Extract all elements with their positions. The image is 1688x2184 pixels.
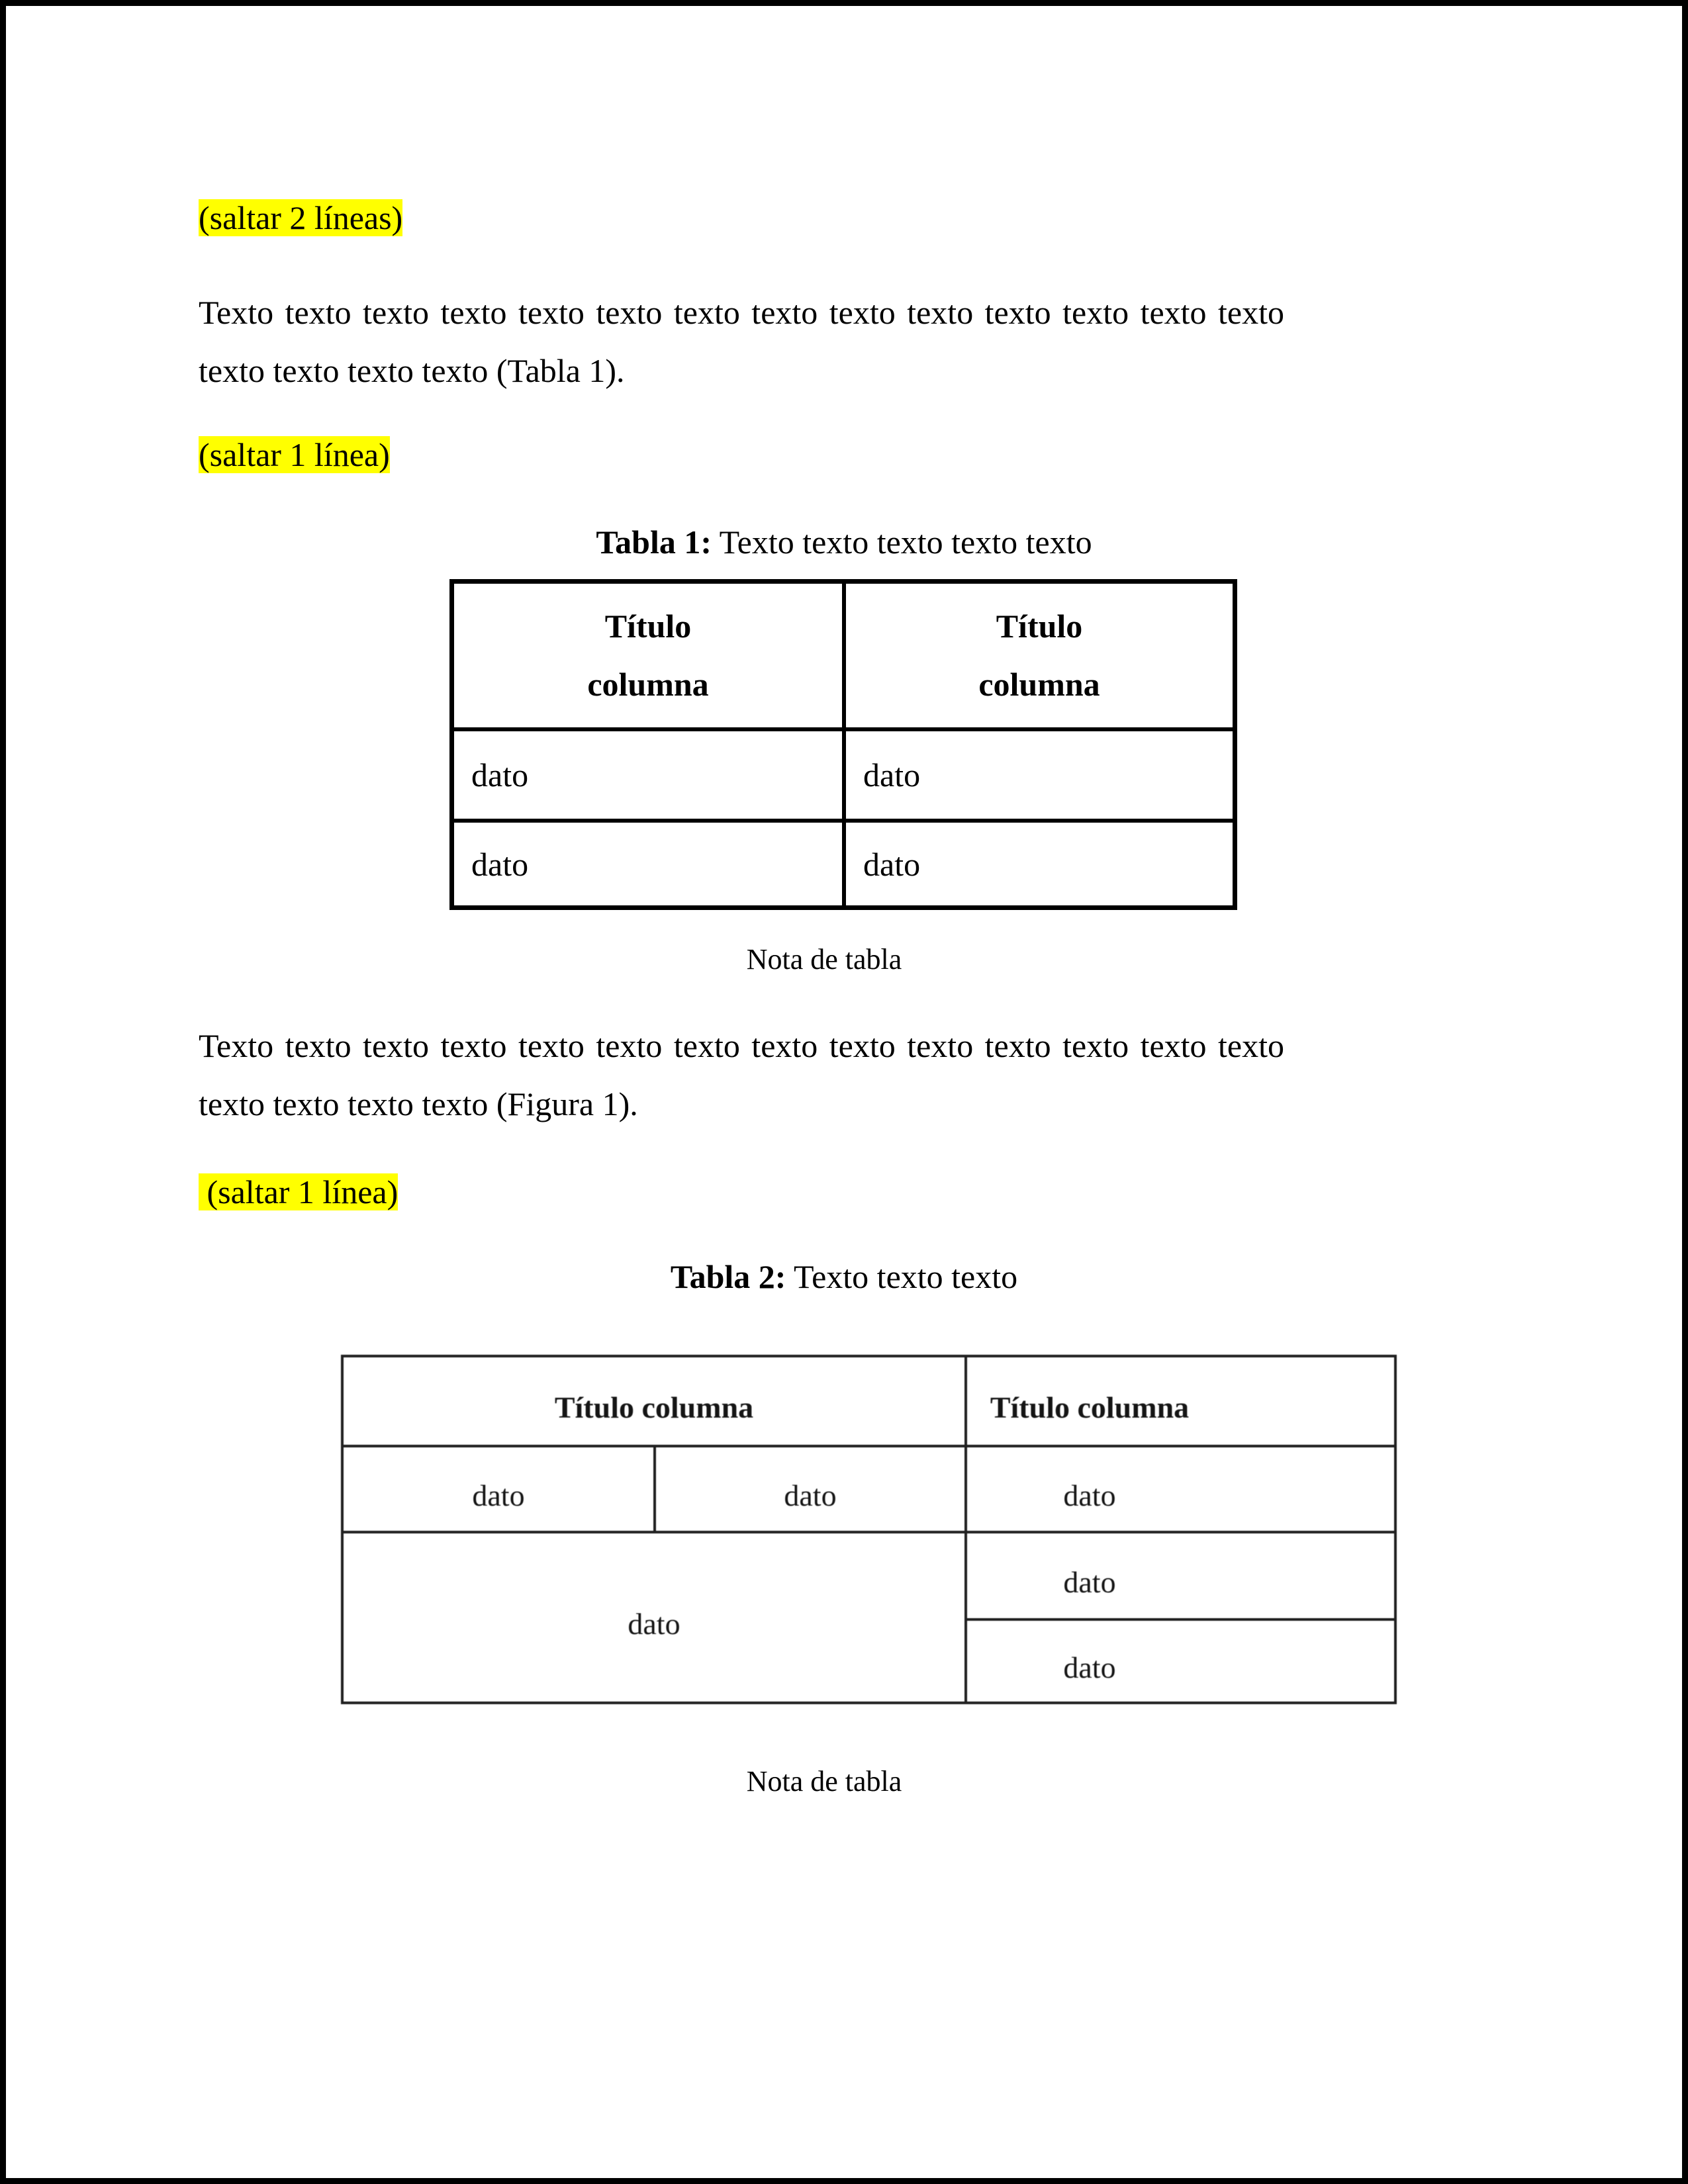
table1-header1-line1: Título [604, 608, 692, 645]
table1-cell-r2c1: dato [471, 845, 529, 883]
paragraph-2: Texto texto texto texto texto texto texto texto texto texto texto texto texto texto texto texto texto texto (Figura 1). [199, 1027, 1284, 1122]
table2-cell-r1c1: dato [472, 1479, 525, 1512]
table1-header-cell-1 [454, 584, 842, 727]
table1-note: Nota de tabla [746, 943, 902, 976]
table1-caption-text: Texto texto texto texto texto [711, 523, 1092, 561]
table1-caption [199, 523, 1489, 561]
table2-merged-cell: dato [628, 1607, 680, 1641]
table2-caption [199, 1257, 1489, 1296]
table2-cell-r1c2: dato [784, 1479, 837, 1512]
table1-cell-r1c2: dato [863, 756, 921, 794]
table1-header2-line2: columna [978, 666, 1100, 703]
table1-caption-label: Tabla 1: [596, 523, 712, 561]
table2-caption-text: Texto texto texto [786, 1258, 1018, 1295]
instruction-skip-2-lines [199, 199, 402, 237]
table2-cell-r1c3: dato [1063, 1479, 1116, 1512]
instruction-skip-1-line-b [199, 1173, 398, 1211]
highlighted-text: (saltar 2 líneas) [199, 199, 403, 236]
table2-note: Nota de tabla [746, 1765, 902, 1797]
table-2 [341, 1355, 1397, 1704]
paragraph-1: Texto texto texto texto texto texto texto texto texto texto texto texto texto texto texto texto texto texto (Tabla 1). [199, 294, 1284, 389]
table1-header2-line1: Título [996, 608, 1083, 645]
table2-caption-label: Tabla 2: [670, 1258, 786, 1295]
table1-cell-r1c1: dato [471, 756, 529, 794]
table2-header-left: Título columna [554, 1390, 754, 1424]
table2-cell-r3c3: dato [1063, 1651, 1116, 1684]
instruction-skip-1-line-a [199, 435, 390, 474]
highlighted-text: (saltar 1 línea) [199, 1173, 399, 1210]
highlighted-text: (saltar 1 línea) [199, 436, 390, 473]
table1-header1-line2: columna [587, 666, 709, 703]
table-1 [449, 579, 1237, 910]
table1-cell-r2c2: dato [863, 845, 921, 883]
table1-header-cell-2 [846, 584, 1233, 727]
table2-header-right: Título columna [990, 1390, 1190, 1424]
table2-cell-r2c3: dato [1063, 1565, 1116, 1599]
